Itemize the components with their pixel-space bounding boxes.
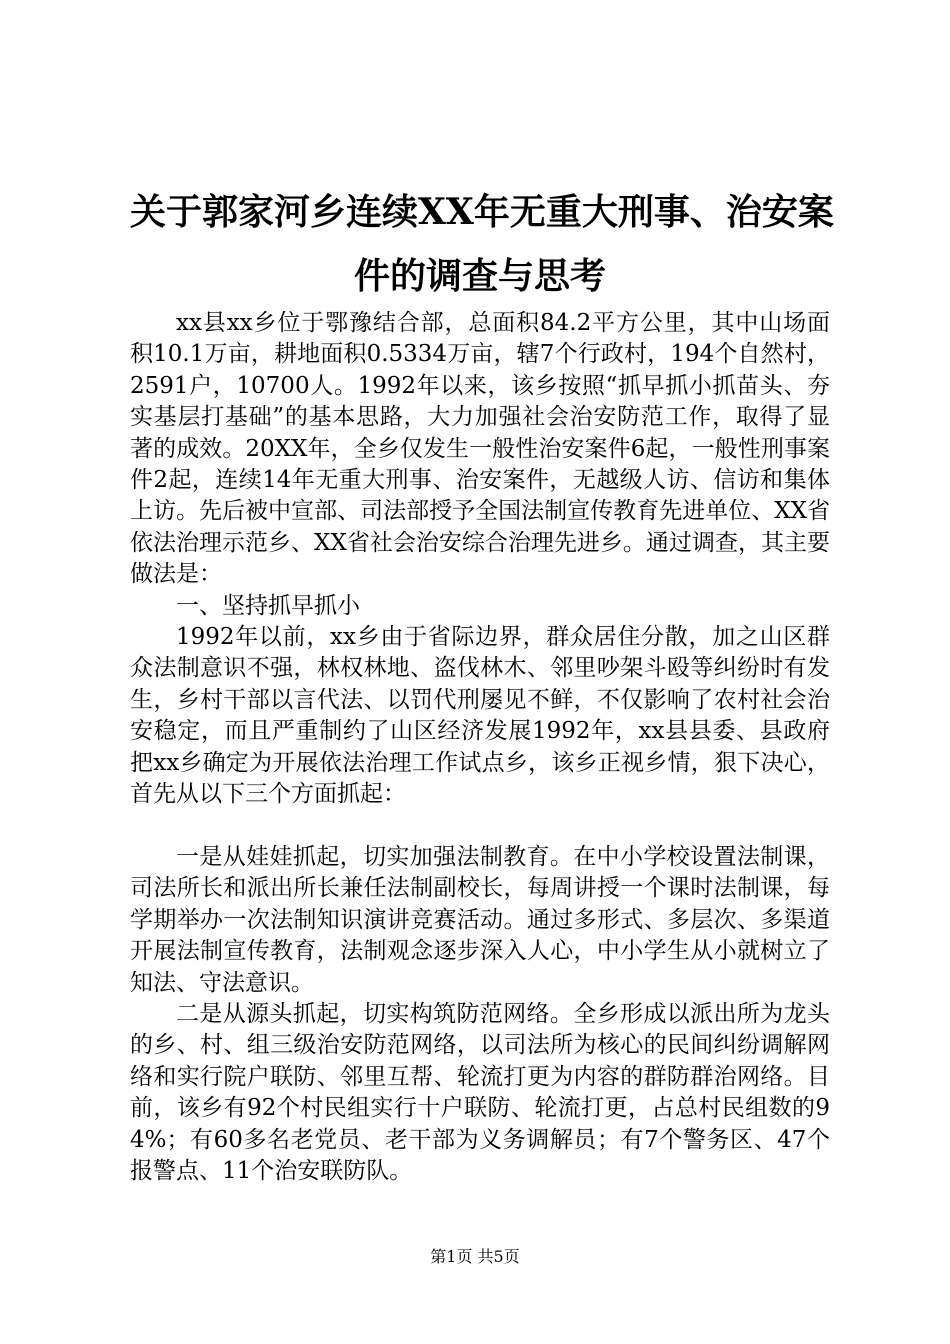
paragraph-background: 1992年以前，xx乡由于省际边界，群众居住分散，加之山区群众法制意识不强，林权林地、盗伐林木、邻里吵架斗殴等纠纷时有发生，乡村干部以言代法、以罚代刑屡见不鲜，不仅影响了农村社会治安稳定，而且严重制约了山区经济发展1992年，xx县县委、县政府把xx乡确定为开展依法治理工作试点乡，该乡正视乡情，狠下决心，首先从以下三个方面抓起： bbox=[130, 624, 830, 808]
title-line-2: 件的调查与思考 bbox=[353, 255, 606, 297]
section-heading: 一、坚持抓早抓小 bbox=[176, 592, 360, 619]
paragraph-point-1: 一是从娃娃抓起，切实加强法制教育。在中小学校设置法制课，司法所长和派出所长兼任法制副校长，每周讲授一个课时法制课，每学期举办一次法制知识演讲竞赛活动。通过多形式、多层次、多渠道开展法制宣传教育，法制观念逐步深入人心，中小学生从小就树立了知法、守法意识。 bbox=[130, 843, 830, 996]
page-footer: 第1页 共5页 bbox=[430, 1247, 520, 1266]
document-title bbox=[130, 180, 834, 308]
document-page bbox=[130, 180, 834, 1187]
paragraph-spacer bbox=[130, 811, 830, 842]
title-line-1: 关于郭家河乡连续XX年无重大刑事、治安案 bbox=[130, 191, 834, 233]
paragraph-point-2: 二是从源头抓起，切实构筑防范网络。全乡形成以派出所为龙头的乡、村、组三级治安防范网络，以司法所为核心的民间纠纷调解网络和实行院户联防、邻里互帮、轮流打更为内容的群防群治网络。目前，该乡有92个村民组实行十户联防、轮流打更，占总村民组数的94%；有60多名老党员、老干部为义务调解员；有7个警务区、47个报警点、11个治安联防队。 bbox=[130, 1000, 830, 1184]
document-body bbox=[130, 308, 830, 1187]
paragraph-intro: xx县xx乡位于鄂豫结合部，总面积84.2平方公里，其中山场面积10.1万亩，耕地面积0.5334万亩，辖7个行政村，194个自然村，2591户，10700人。1992年以来，该乡按照“抓早抓小抓苗头、夯实基层打基础”的基本思路，大力加强社会治安防范工作，取得了显著的成效。20XX年，全乡仅发生一般性治安案件6起，一般性刑事案件2起，连续14年无重大刑事、治安案件，无越级人访、信访和集体上访。先后被中宣部、司法部授予全国法制宣传教育先进单位、XX省依法治理示范乡、XX省社会治安综合治理先进乡。通过调查，其主要做法是： bbox=[130, 310, 830, 588]
